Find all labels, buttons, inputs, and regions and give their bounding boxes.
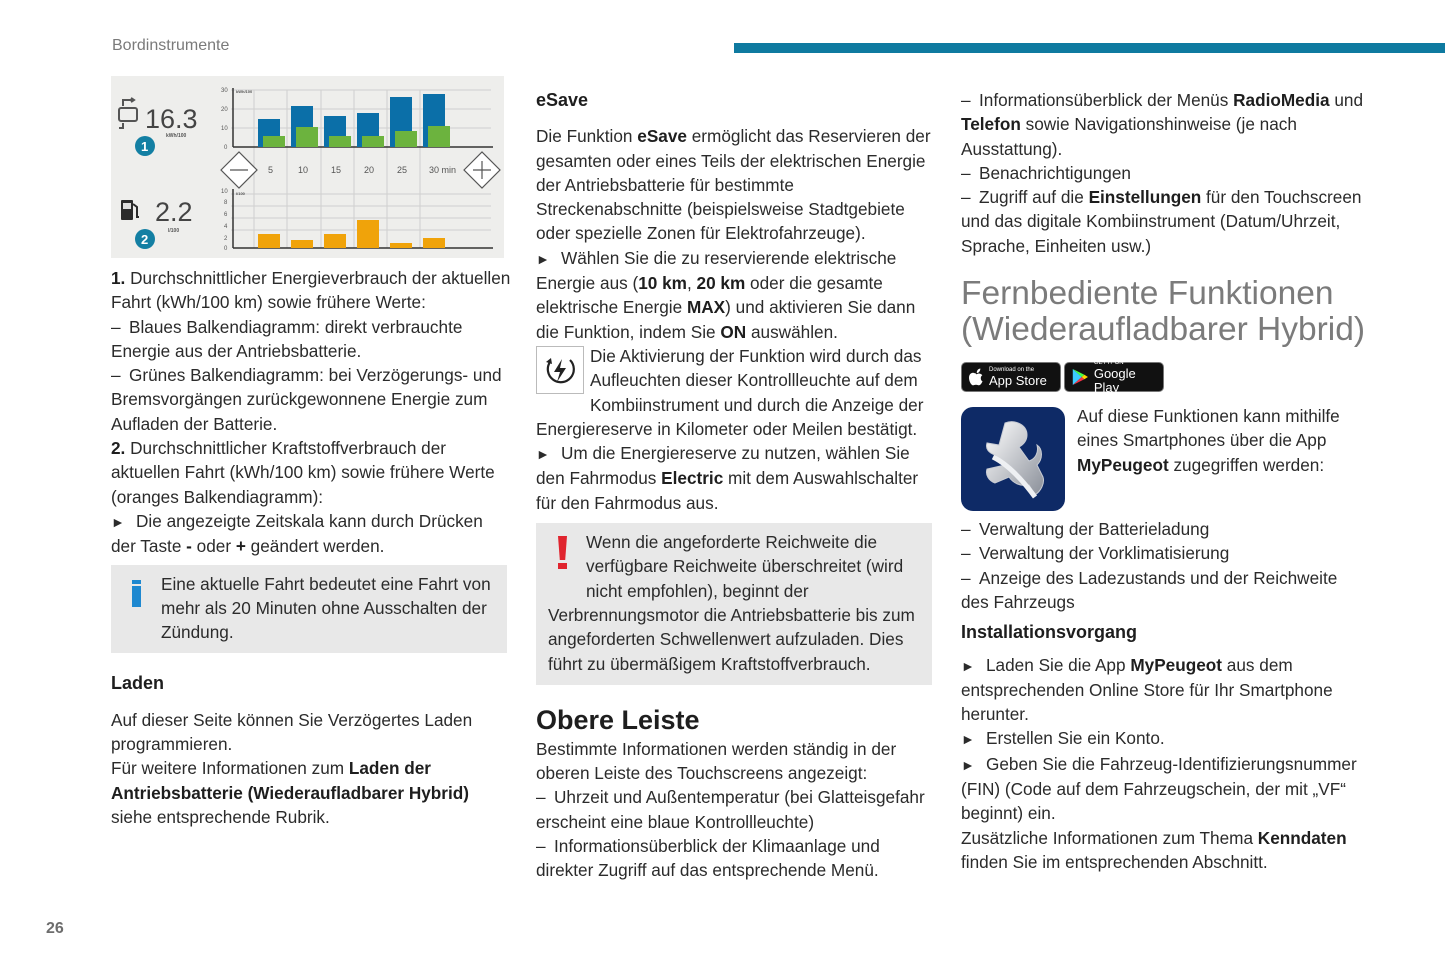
svg-text:20: 20	[364, 165, 375, 175]
page-number: 26	[46, 920, 64, 937]
list-item: – Uhrzeit und Außentemperatur (bei Glatteisgefahr erscheint eine blaue Kontrollleuchte)	[536, 787, 925, 832]
paragraph-fuel: 2. Durchschnittlicher Kraftstoffverbrauch der aktuellen Fahrt (kWh/100 km) sowie frühere Werte (oranges Balkendiagramm):	[111, 438, 495, 507]
paragraph-laden: Auf dieser Seite können Sie Verzögertes Laden programmieren.	[111, 709, 473, 755]
list-item: – Verwaltung der Vorklimatisierung	[961, 543, 1230, 564]
info-icon	[123, 572, 151, 622]
svg-text:8: 8	[224, 200, 228, 206]
paragraph-indicator: Die Aktivierung der Funktion wird durch das Aufleuchten dieser Kontrollleuchte auf dem Kombiinstrument und durch die Anzeige der Energiereserve in Kilometer oder Meilen bestätigt.	[536, 345, 924, 439]
svg-text:16.3: 16.3	[145, 104, 198, 134]
mypeugeot-app-icon	[961, 407, 1065, 511]
list-item: – Grünes Balkendiagramm: bei Verzögerungs- und Bremsvorgängen zurückgewonnene Energie zum Aufladen der Batterie.	[111, 365, 502, 434]
minus-button	[221, 152, 257, 188]
running-head: Bordinstrumente	[112, 37, 230, 54]
step-create-account: ► Erstellen Sie ein Konto.	[961, 728, 1165, 749]
warning-note: Wenn die angeforderte Reichweite die verfügbare Reichweite überschreitet (wird nicht empfohlen), beginnt der Verbrennungsmotor die Antriebsbatterie bis zum angeforderten Schwellenwert aufzuladen. Dies führt zu übermäßigem Kraftstoffverbrauch.	[536, 523, 932, 685]
list-item: – Anzeige des Ladezustands und der Reichweite des Fahrzeugs	[961, 567, 1338, 612]
svg-text:2.2: 2.2	[155, 197, 193, 227]
store-badges	[961, 359, 1366, 395]
column-left	[111, 76, 511, 829]
warning-icon	[548, 530, 576, 580]
paragraph-energy: 1. Durchschnittlicher Energieverbrauch der aktuellen Fahrt (kWh/100 km) sowie frühere Werte:	[111, 268, 511, 313]
fuel-pump-icon	[121, 200, 139, 220]
list-item: – Verwaltung der Batterieladung	[961, 519, 1210, 540]
list-item: – Benachrichtigungen	[961, 162, 1131, 183]
step-timescale: ► Die angezeigte Zeitskala kann durch Drücken der Taste - oder + geändert werden.	[111, 510, 483, 557]
app-store-button[interactable]: Download on the App Store	[961, 362, 1061, 392]
google-play-icon	[1071, 367, 1089, 387]
svg-text:4: 4	[224, 224, 228, 230]
paragraph-app-intro: Auf diese Funktionen kann mithilfe eines Smartphones über die App MyPeugeot zugegriffen werden:	[1077, 406, 1340, 475]
heading-obere-leiste: Obere Leiste	[536, 704, 700, 735]
dashboard-consumption-figure	[111, 76, 504, 258]
svg-text:0: 0	[224, 246, 228, 252]
svg-text:30: 30	[221, 88, 228, 94]
app-intro	[961, 404, 1366, 517]
svg-text:2: 2	[224, 236, 228, 242]
step-use-reserve: ► Um die Energiereserve zu nutzen, wählen Sie den Fahrmodus Electric mit dem Auswahlschalter für den Fahrmodus aus.	[536, 443, 919, 513]
paragraph-extra-info: Zusätzliche Informationen zum Thema Kenndaten finden Sie im entsprechenden Abschnitt.	[961, 827, 1347, 872]
info-note: Eine aktuelle Fahrt bedeutet eine Fahrt von mehr als 20 Minuten ohne Ausschalten der Zündung.	[111, 565, 507, 654]
column-right	[961, 88, 1366, 874]
consumption-bar-charts	[111, 76, 504, 258]
step-enter-vin: ► Geben Sie die Fahrzeug-Identifizierungsnummer (FIN) (Code auf dem Fahrzeugschein, der mit „VF“ beginnt) ein.	[961, 753, 1357, 824]
battery-energy-icon	[119, 98, 137, 128]
svg-text:30 min: 30 min	[429, 165, 457, 175]
esave-indicator-icon	[536, 346, 584, 394]
heading-esave: eSave	[536, 90, 589, 110]
heading-laden: Laden	[111, 673, 165, 694]
step-install-app: ► Laden Sie die App MyPeugeot aus dem entsprechenden Online Store für Ihr Smartphone herunter.	[961, 654, 1333, 725]
heading-remote-functions: Fernbediente Funktionen (Wiederaufladbarer Hybrid)	[961, 275, 1366, 349]
svg-text:2: 2	[141, 232, 149, 247]
svg-text:10: 10	[221, 126, 228, 132]
google-play-button[interactable]: GET IT ON Google Play	[1064, 362, 1164, 392]
heading-installation: Installationsvorgang	[961, 622, 1138, 643]
svg-text:10: 10	[298, 165, 309, 175]
svg-text:l/100: l/100	[168, 228, 180, 234]
paragraph-esave: Die Funktion eSave ermöglicht das Reservieren der gesamten oder eines Teils der elektrischen Energie der Antriebsbatterie für bestimmte Streckenabschnitte (beispielsweise Stadtgebiete oder spezielle Zonen für Elektrofahrzeuge).	[536, 126, 931, 244]
svg-text:l/100: l/100	[236, 191, 245, 196]
apple-icon	[968, 368, 984, 386]
header-accent-bar	[734, 43, 1445, 53]
svg-text:kWh/100: kWh/100	[166, 133, 187, 139]
svg-text:15: 15	[331, 165, 342, 175]
step-select-reserve: ► Wählen Sie die zu reservierende elektrische Energie aus (10 km, 20 km oder die gesamte elektrische Energie MAX) und aktivieren Sie dann die Funktion, indem Sie ON auswählen.	[536, 247, 916, 342]
svg-text:0: 0	[224, 145, 228, 151]
svg-text:25: 25	[397, 165, 408, 175]
paragraph-obere-intro: Bestimmte Informationen werden ständig in der oberen Leiste des Touchscreens angezeigt:	[536, 738, 897, 784]
column-middle	[536, 88, 936, 883]
svg-text:kWh/100: kWh/100	[236, 89, 253, 94]
paragraph-laden-ref: Für weitere Informationen zum Laden der Antriebsbatterie (Wiederaufladbarer Hybrid) siehe entsprechende Rubrik.	[111, 758, 469, 827]
svg-text:6: 6	[224, 212, 228, 218]
list-item: – Zugriff auf die Einstellungen für den Touchscreen und das digitale Kombiinstrument (Datum/Uhrzeit, Sprache, Einheiten usw.)	[961, 187, 1362, 256]
list-item: – Informationsüberblick der Menüs RadioMedia und Telefon sowie Navigationshinweise (je nach Ausstattung).	[961, 90, 1364, 159]
svg-text:10: 10	[221, 189, 228, 195]
svg-text:20: 20	[221, 107, 228, 113]
list-item: – Informationsüberblick der Klimaanlage und direkter Zugriff auf das entsprechende Menü.	[536, 836, 880, 881]
plus-button	[464, 152, 500, 188]
list-item: – Blaues Balkendiagramm: direkt verbrauchte Energie aus der Antriebsbatterie.	[111, 316, 463, 361]
svg-text:5: 5	[268, 165, 274, 175]
svg-text:1: 1	[141, 139, 149, 154]
